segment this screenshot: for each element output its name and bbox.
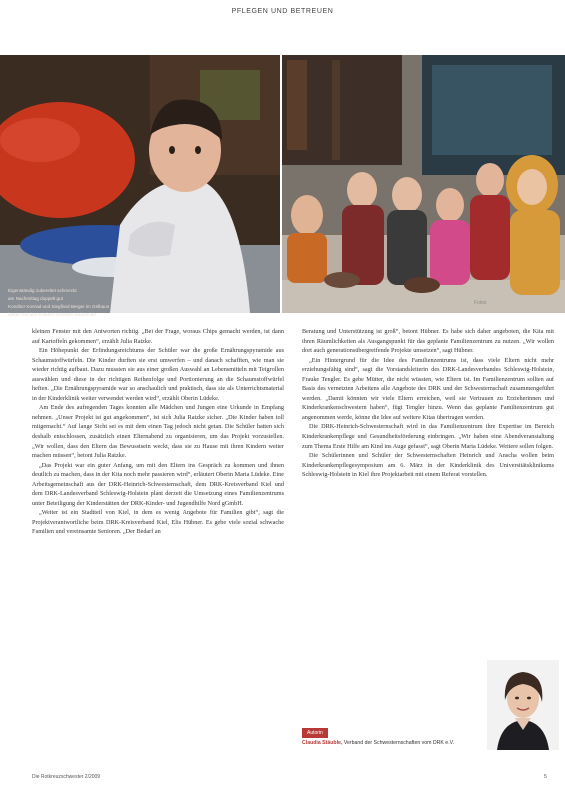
paragraph: „Das Projekt war ein guter Anfang, um mit den Eltern ins Gespräch zu kommen und ihnen deutlich zu machen, dass in der Kita noch mehr passieren wird“, erläutert Oberin Maria Lüdeke. Eine Arbeitsgemeinschaft aus der DRK-Heinrich-Schwesternschaft, dem DRK-Kreisverband Kiel und dem DRK-Landesverband Schleswig-Holstein plant derzeit die Umsetzung eines Familienzentrums unter Beteiligung der Kinderstätten der DRK-Kinder- und Jugendhilfe Nord gGmbH. bbox=[32, 461, 284, 507]
article-column-right bbox=[302, 327, 554, 480]
photo-child-cooking-illustration bbox=[0, 55, 280, 313]
photo-child-cooking bbox=[0, 55, 280, 317]
paragraph: Die DRK-Heinrich-Schwesternschaft wird in das Familienzentrum ihre Expertise im Bereich Kinderkrankenpflege und Gesundheitsförderung einbringen. „Wir haben eine Abendveranstaltung zum Thema Erste Hilfe am Kind ins Auge gefasst“, sagt Oberin Maria Lüdeke. Weitere sollen folgen. bbox=[302, 423, 554, 450]
photo-caption-line: Eigenständig zubereitet schmeckt bbox=[8, 288, 77, 293]
paragraph: kleinen Fenster mit den Antworten richtig. „Bei der Frage, woraus Chips gemacht werden, ist dann auf Kartoffeln gekommen“, erzählt Julia Ratzke. bbox=[32, 328, 284, 345]
author-name: Claudia Stäuble, bbox=[302, 740, 343, 746]
author-credit bbox=[302, 740, 454, 746]
author-affiliation: Verband der Schwesternschaften vom DRK e.V. bbox=[343, 740, 455, 746]
page-number: 5 bbox=[544, 774, 547, 780]
footer-publication: Die Rotkreuzschwester 2/2009 bbox=[32, 774, 101, 780]
article-column-left bbox=[32, 327, 284, 537]
photo-group-children-illustration bbox=[282, 55, 565, 313]
section-header: PFLEGEN UND BETREUEN bbox=[231, 8, 334, 15]
paragraph: Am Ende des aufregenden Tages konnten alle Mädchen und Jungen eine Urkunde in Empfang nehmen. „Unser Projekt ist gut angekommen“, ist sich Julia Ratzke sicher. „Die Kinder haben toll mitgemacht.“ Auf lange Sicht sei es mit dem einen Tag jedoch nicht getan. Die Schüler hatten sich deshalb entschlossen, zusätzlich einen Elternabend zu organisieren, um das Projekt vorzustellen. „Wir wollen, dass den Eltern das Bewusstsein weckt, dass sie zu Hause mit ihren Kindern weiter machen müssen“, betont Julia Ratzke. bbox=[32, 404, 284, 460]
paragraph: „Ein Hintergrund für die Idee des Familienzentrums ist, dass viele Eltern nicht mehr erziehungsfähig sind“, sagt die Vorstandsleiterin des DRK-Landesverbandes Schleswig-Holstein, Frauke Tengler. Es gebe Mütter, die nicht wüssten, wie Eltern ist. Im Familienzentrum sollten auf Basis des vernetzten Arbeitens alle Angebote des DRK und der Schwesternschaft zusammengeführt werden. „Damit könnten wir viele Eltern erreichen, weil sie Vertrauen zu Erzieherinnen und Kinderkrankenschwestern haben“, fügt Tengler hinzu. Wenn das geplante Familienzentrum gut angenommen werde, könne die Idee auf weitere Kitas übertragen werden. bbox=[302, 356, 554, 421]
paragraph: „Weiter ist ein Stadtteil von Kiel, in dem es wenig Angebote für Familien gibt“, sagt die Projektverantwortliche beim DRK-Kreisverband Kiel, Elis Hübner. Es gebe viele sozial schwache Familien und vereinsamte Senioren. „Der Bedarf an bbox=[32, 509, 284, 536]
photo-group-children bbox=[282, 55, 565, 313]
paragraph: Die Schülerinnen und Schüler der Schwesternschaften Heinrich und Anscha wollen beim Kinderkrankenpflegesymposium am 6. März in der Kinderklinik des Universitätsklinikums Schleswig-Holstein in Kiel ihre Projektarbeit mit einem Referat vorstellen. bbox=[302, 452, 554, 479]
author-box bbox=[302, 728, 563, 756]
photo-caption-line: hatten mit den Kindern Gemüse vorbereitet bbox=[8, 312, 96, 317]
photo-caption-line: Konditor Konrad und Siegfried Berger im Gelbaus bbox=[8, 304, 110, 309]
photo-caption bbox=[8, 287, 178, 319]
author-label: Autorin bbox=[302, 728, 328, 738]
photo-caption-line: am Nachmittag doppelt gut bbox=[8, 296, 63, 301]
paragraph: Ein Höhepunkt der Erfindungsreichtums der Schüler war die große Ernährungspyramide aus Schaumstoffwürfeln. Die Kinder durften sie erst umwerfen – und danach schafften, wie man sie wieder richtig aufbaut. Dazu mussten sie aus einer großen Auswahl an Lebensmitteln mit Teigrollen auswählen und diese in der richtigen Reihenfolge und Portionierung an die Schaumstoffwürfel heften. „Die Ernährungspyramide war so anschaulich und praktisch, dass sie als Unterrichtsmaterial in der Kinderklinik weiter verwendet werden wird“, erzählt Oberin Lüdeke. bbox=[32, 347, 284, 402]
paragraph: Beratung und Unterstützung ist groß“, betont Hübner. Es habe sich daher angeboten, die Kita mit ihren Räumlichkeiten als Ausgangspunkt für das geplante Familienzentrum zu nutzen. „Wir wollen dort auch generationsübergreifende Projekte umsetzen“, sagt Hübner. bbox=[302, 328, 554, 355]
photo-credit: Fotos bbox=[474, 300, 487, 306]
